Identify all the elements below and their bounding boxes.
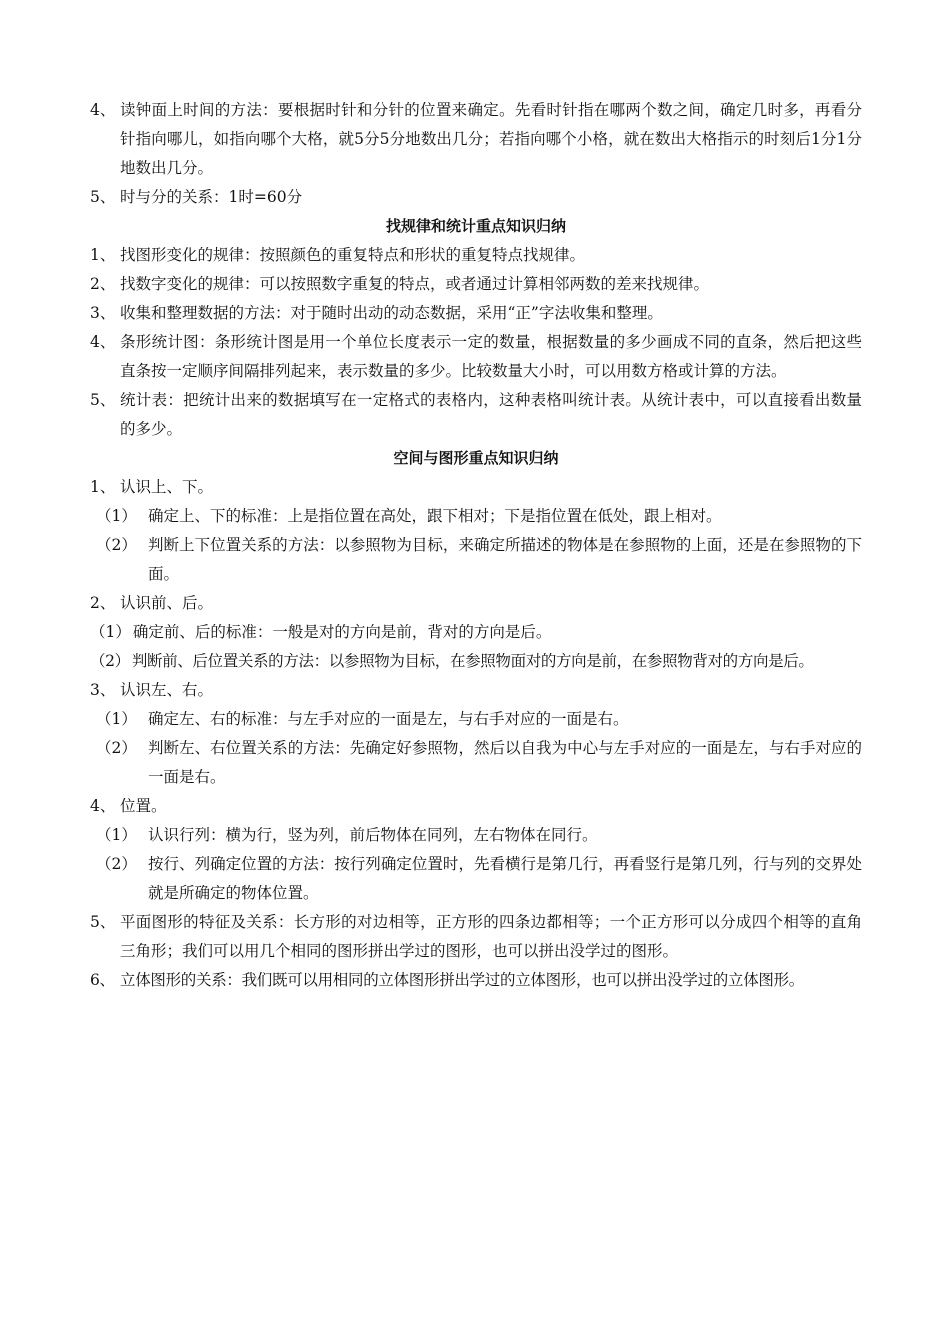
section-heading-space-shapes: 空间与图形重点知识归纳 [393, 449, 559, 467]
sub-item [90, 531, 862, 589]
item-text: 确定前、后的标准：一般是对的方向是前，背对的方向是后。 [132, 623, 552, 641]
item-number: （1） [96, 507, 137, 525]
list-item [90, 328, 862, 386]
item-text: 找图形变化的规律：按照颜色的重复特点和形状的重复特点找规律。 [120, 246, 586, 264]
item-number: 3、 [90, 304, 116, 322]
item-text: 认识行列：横为行，竖为列，前后物体在同列，左右物体在同行。 [148, 826, 598, 844]
item-text: 收集和整理数据的方法：对于随时出动的动态数据，采用“正”字法收集和整理。 [120, 304, 663, 322]
item-number: 5、 [90, 391, 116, 409]
item-text: 判断前、后位置关系的方法：以参照物为目标，在参照物面对的方向是前，在参照物背对的方向是后。 [131, 652, 814, 670]
item-text: 位置。 [120, 797, 167, 815]
item-number: （2） [90, 652, 130, 670]
hour-minute-item [90, 183, 862, 212]
item-text: 认识左、右。 [120, 681, 214, 699]
item-number: （1） [96, 710, 137, 728]
item-text: 判断上下位置关系的方法：以参照物为目标，来确定所描述的物体是在参照物的上面，还是在参照物的下面。 [148, 536, 862, 583]
item-number: （2） [96, 536, 137, 554]
item-number: 1、 [90, 246, 116, 264]
sub-item [90, 618, 862, 647]
item-text: 找数字变化的规律：可以按照数字重复的特点，或者通过计算相邻两数的差来找规律。 [120, 275, 710, 293]
item-number: 3、 [90, 681, 116, 699]
item-text: 确定上、下的标准：上是指位置在高处，跟下相对；下是指位置在低处，跟上相对。 [148, 507, 722, 525]
item-text: 认识上、下。 [120, 478, 214, 496]
item-number: 4、 [90, 101, 116, 119]
item-number: （1） [96, 826, 137, 844]
list-item [90, 589, 862, 618]
item-number: （2） [96, 739, 137, 757]
list-item [90, 792, 862, 821]
list-item [90, 966, 862, 995]
item-text: 认识前、后。 [120, 594, 214, 612]
item-number: 1、 [90, 478, 116, 496]
sub-item [90, 647, 862, 676]
sub-item [90, 850, 862, 908]
item-number: 4、 [90, 797, 116, 815]
item-text: 统计表：把统计出来的数据填写在一定格式的表格内，这种表格叫统计表。从统计表中，可以直接看出数量的多少。 [120, 391, 862, 438]
sub-item [90, 502, 862, 531]
item-text: 按行、列确定位置的方法：按行列确定位置时，先看横行是第几行，再看竖行是第几列，行与列的交界处就是所确定的物体位置。 [148, 855, 862, 902]
item-text: 立体图形的关系：我们既可以用相同的立体图形拼出学过的立体图形，也可以拼出没学过的立体图形。 [120, 971, 805, 989]
item-number: （2） [96, 855, 137, 873]
item-text: 平面图形的特征及关系：长方形的对边相等，正方形的四条边都相等；一个正方形可以分成四个相等的直角三角形；我们可以用几个相同的图形拼出学过的图形，也可以拼出没学过的图形。 [120, 913, 862, 960]
item-text: 读钟面上时间的方法：要根据时针和分针的位置来确定。先看时针指在哪两个数之间，确定几时多，再看分针指向哪儿，如指向哪个大格，就5分5分地数出几分；若指向哪个小格，就在数出大格指示的时刻后1分1分地数出几分。 [120, 101, 862, 177]
sub-item [90, 821, 862, 850]
list-item [90, 908, 862, 966]
sub-item [90, 734, 862, 792]
item-number: 6、 [90, 971, 115, 989]
item-number: 5、 [90, 913, 116, 931]
item-text: 条形统计图：条形统计图是用一个单位长度表示一定的数量，根据数量的多少画成不同的直条，然后把这些直条按一定顺序间隔排列起来，表示数量的多少。比较数量大小时，可以用数方格或计算的方法。 [120, 333, 862, 380]
item-number: （1） [90, 623, 131, 641]
list-item [90, 386, 862, 444]
item-text: 判断左、右位置关系的方法：先确定好参照物，然后以自我为中心与左手对应的一面是左，与右手对应的一面是右。 [148, 739, 862, 786]
sub-item [90, 705, 862, 734]
list-item [90, 676, 862, 705]
item-text: 时与分的关系：1时=60分 [120, 188, 303, 206]
item-number: 2、 [90, 594, 116, 612]
section-heading-patterns-statistics: 找规律和统计重点知识归纳 [385, 217, 566, 235]
list-item [90, 241, 862, 270]
clock-reading-item [90, 96, 862, 183]
item-number: 5、 [90, 188, 116, 206]
document-page [90, 96, 862, 995]
item-number: 4、 [90, 333, 116, 351]
list-item [90, 299, 862, 328]
list-item [90, 473, 862, 502]
list-item [90, 270, 862, 299]
item-number: 2、 [90, 275, 116, 293]
item-text: 确定左、右的标准：与左手对应的一面是左，与右手对应的一面是右。 [148, 710, 629, 728]
